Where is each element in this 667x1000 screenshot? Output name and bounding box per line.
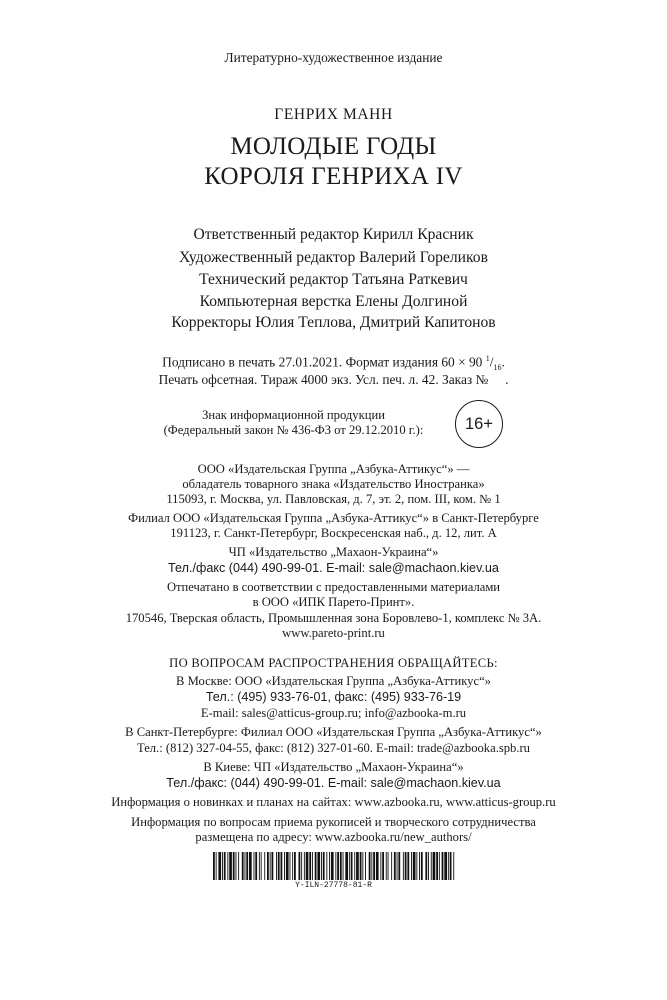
publisher-line: 115093, г. Москва, ул. Павловская, д. 7, эт. 2, пом. III, ком. № 1 (166, 492, 501, 506)
barcode-bar (227, 852, 228, 880)
barcode-bar (340, 852, 342, 880)
barcode-bar (290, 852, 291, 880)
barcode-bar (261, 852, 262, 880)
barcode-bar (281, 852, 283, 880)
barcode-bar (306, 852, 309, 880)
barcode-bar (388, 852, 389, 880)
barcode-bar (331, 852, 334, 880)
barcode-bar (272, 852, 274, 880)
editor-line: Технический редактор Татьяна Раткевич (199, 271, 468, 288)
barcode-bar (448, 852, 449, 880)
format-numerator: 1 (485, 354, 490, 363)
distribution-line: В Москве: ООО «Издательская Группа „Азбука-Аттикус“» (176, 674, 491, 688)
barcode-bar (345, 852, 348, 880)
barcode-bar (218, 852, 221, 880)
barcode-bar (416, 852, 417, 880)
age-rating-badge: 16+ (455, 400, 503, 448)
barcode-bar (259, 852, 260, 880)
barcode-bar (222, 852, 223, 880)
barcode-bar (442, 852, 444, 880)
barcode-bar (365, 852, 366, 880)
barcode-bar (391, 852, 392, 880)
barcode-bar (411, 852, 412, 880)
info-mark-label: Знак информационной продукции (202, 408, 385, 422)
barcode-bar (312, 852, 313, 880)
barcode-bar (405, 852, 407, 880)
barcode-bar (317, 852, 320, 880)
barcode-bar (309, 852, 311, 880)
publisher-line: Филиал ООО «Издательская Группа „Азбука-Аттикус“» в Санкт-Петербурге (128, 511, 539, 525)
barcode-bar (315, 852, 317, 880)
barcode-bar (267, 852, 269, 880)
barcode-bar (349, 852, 350, 880)
publisher-contact: Тел./факс (044) 490-99-01. E-mail: sale@machaon.kiev.ua (168, 561, 499, 575)
barcode-bar (354, 852, 355, 880)
barcode-bar (294, 852, 296, 880)
printer-line: в ООО «ИПК Парето-Принт». (252, 595, 415, 609)
barcode-code: Y-ILN-27778-81-R (295, 881, 372, 890)
barcode-bar (301, 852, 302, 880)
printer-url: www.pareto-print.ru (282, 626, 385, 640)
barcode-bar (444, 852, 447, 880)
print-info-line-1: Подписано в печать 27.01.2021. Формат издания 60 × 90 $^1/_{16}$. (162, 354, 505, 373)
barcode-bar (425, 852, 427, 880)
info-mark-law: (Федеральный закон № 436-ФЗ от 29.12.2010 г.): (163, 423, 424, 437)
editor-line: Компьютерная верстка Елены Долгиной (199, 293, 468, 310)
barcode-bar (254, 852, 255, 880)
barcode-bar (286, 852, 289, 880)
barcode-bar (299, 852, 301, 880)
barcode (212, 852, 455, 892)
barcode-bar (242, 852, 244, 880)
publisher-line: ЧП «Издательство „Махаон-Украина“» (228, 545, 439, 559)
barcode-bar (246, 852, 248, 880)
barcode-bar (362, 852, 363, 880)
barcode-bar (343, 852, 344, 880)
book-title-line-2: КОРОЛЯ ГЕНРИХА IV (204, 163, 463, 190)
barcode-bar (278, 852, 280, 880)
barcode-bar (421, 852, 423, 880)
barcode-bar (439, 852, 440, 880)
barcode-bar (238, 852, 239, 880)
barcode-bar (321, 852, 322, 880)
printer-line: Отпечатано в соответствии с предоставленными материалами (166, 580, 501, 594)
barcode-bar (369, 852, 371, 880)
distribution-line: Тел.: (812) 327-04-55, факс: (812) 327-01-60. E-mail: trade@azbooka.spb.ru (137, 741, 530, 755)
distribution-line: Тел.: (495) 933-76-01, факс: (495) 933-76-19 (205, 690, 462, 704)
barcode-bar (397, 852, 398, 880)
book-title-line-1: МОЛОДЫЕ ГОДЫ (230, 133, 437, 160)
barcode-bar (351, 852, 353, 880)
info-line: размещена по адресу: www.azbooka.ru/new_authors/ (195, 830, 472, 844)
info-line: Информация о новинках и планах на сайтах: www.azbooka.ru, www.atticus-group.ru (111, 795, 556, 809)
distribution-heading: ПО ВОПРОСАМ РАСПРОСТРАНЕНИЯ ОБРАЩАЙТЕСЬ: (169, 656, 498, 670)
editor-line: Корректоры Юлия Теплова, Дмитрий Капитонов (171, 314, 496, 331)
barcode-bar (216, 852, 217, 880)
barcode-bar (407, 852, 409, 880)
barcode-bar (233, 852, 235, 880)
barcode-bar (436, 852, 438, 880)
barcode-bar (376, 852, 379, 880)
publisher-line: обладатель товарного знака «Издательство Иностранка» (182, 477, 485, 491)
barcode-bar (270, 852, 271, 880)
barcode-bar (229, 852, 232, 880)
barcode-bar (380, 852, 381, 880)
barcode-bar (371, 852, 372, 880)
barcode-bar (453, 852, 454, 880)
barcode-bar (323, 852, 325, 880)
publisher-line: ООО «Издательская Группа „Азбука-Аттикус“» — (197, 462, 470, 476)
barcode-bar (255, 852, 257, 880)
barcode-bar (284, 852, 285, 880)
barcode-bar (356, 852, 359, 880)
barcode-bar (386, 852, 387, 880)
barcode-bar (213, 852, 215, 880)
barcode-bars (212, 852, 455, 880)
barcode-bar (433, 852, 436, 880)
barcode-bar (292, 852, 293, 880)
barcode-bar (329, 852, 330, 880)
barcode-bar (335, 852, 336, 880)
format-denominator: 16 (493, 363, 502, 373)
author-name: ГЕНРИХ МАНН (274, 106, 393, 123)
print-info-line-2: Печать офсетная. Тираж 4000 экз. Усл. печ. л. 42. Заказ № . (158, 372, 509, 387)
barcode-bar (413, 852, 416, 880)
barcode-bar (337, 852, 339, 880)
print-info-text: Печать офсетная. Тираж 4000 экз. Усл. печ. л. 42. Заказ № (158, 372, 489, 387)
distribution-line: E-mail: sales@atticus-group.ru; info@azbooka-m.ru (200, 706, 467, 720)
barcode-bar (264, 852, 265, 880)
distribution-line: В Санкт-Петербурге: Филиал ООО «Издательская Группа „Азбука-Аттикус“» (125, 725, 542, 739)
barcode-bar (276, 852, 277, 880)
editor-line: Ответственный редактор Кирилл Красник (193, 226, 474, 243)
barcode-bar (450, 852, 452, 880)
barcode-bar (428, 852, 429, 880)
publisher-line: 191123, г. Санкт-Петербург, Воскресенская наб., д. 12, лит. А (170, 526, 497, 540)
info-line: Информация по вопросам приема рукописей и творческого сотрудничества (131, 815, 536, 829)
barcode-bar (304, 852, 305, 880)
barcode-bar (398, 852, 400, 880)
barcode-bar (249, 852, 252, 880)
barcode-bar (224, 852, 226, 880)
edition-type: Литературно-художественное издание (224, 50, 443, 65)
distribution-line: Тел./факс: (044) 490-99-01. E-mail: sale@machaon.kiev.ua (166, 776, 501, 790)
barcode-bar (326, 852, 327, 880)
barcode-bar (382, 852, 384, 880)
print-info-text: Подписано в печать 27.01.2021. Формат издания 60 × 90 (162, 354, 486, 370)
barcode-bar (373, 852, 375, 880)
barcode-bar (245, 852, 246, 880)
editor-line: Художественный редактор Валерий Гореликов (179, 249, 488, 266)
barcode-bar (403, 852, 404, 880)
printer-line: 170546, Тверская область, Промышленная зона Боровлево-1, комплекс № 3А. (125, 611, 542, 625)
barcode-bar (419, 852, 420, 880)
barcode-bar (431, 852, 432, 880)
barcode-bar (236, 852, 237, 880)
barcode-bar (360, 852, 362, 880)
barcode-bar (394, 852, 396, 880)
distribution-line: В Киеве: ЧП «Издательство „Махаон-Украина“» (203, 760, 464, 774)
